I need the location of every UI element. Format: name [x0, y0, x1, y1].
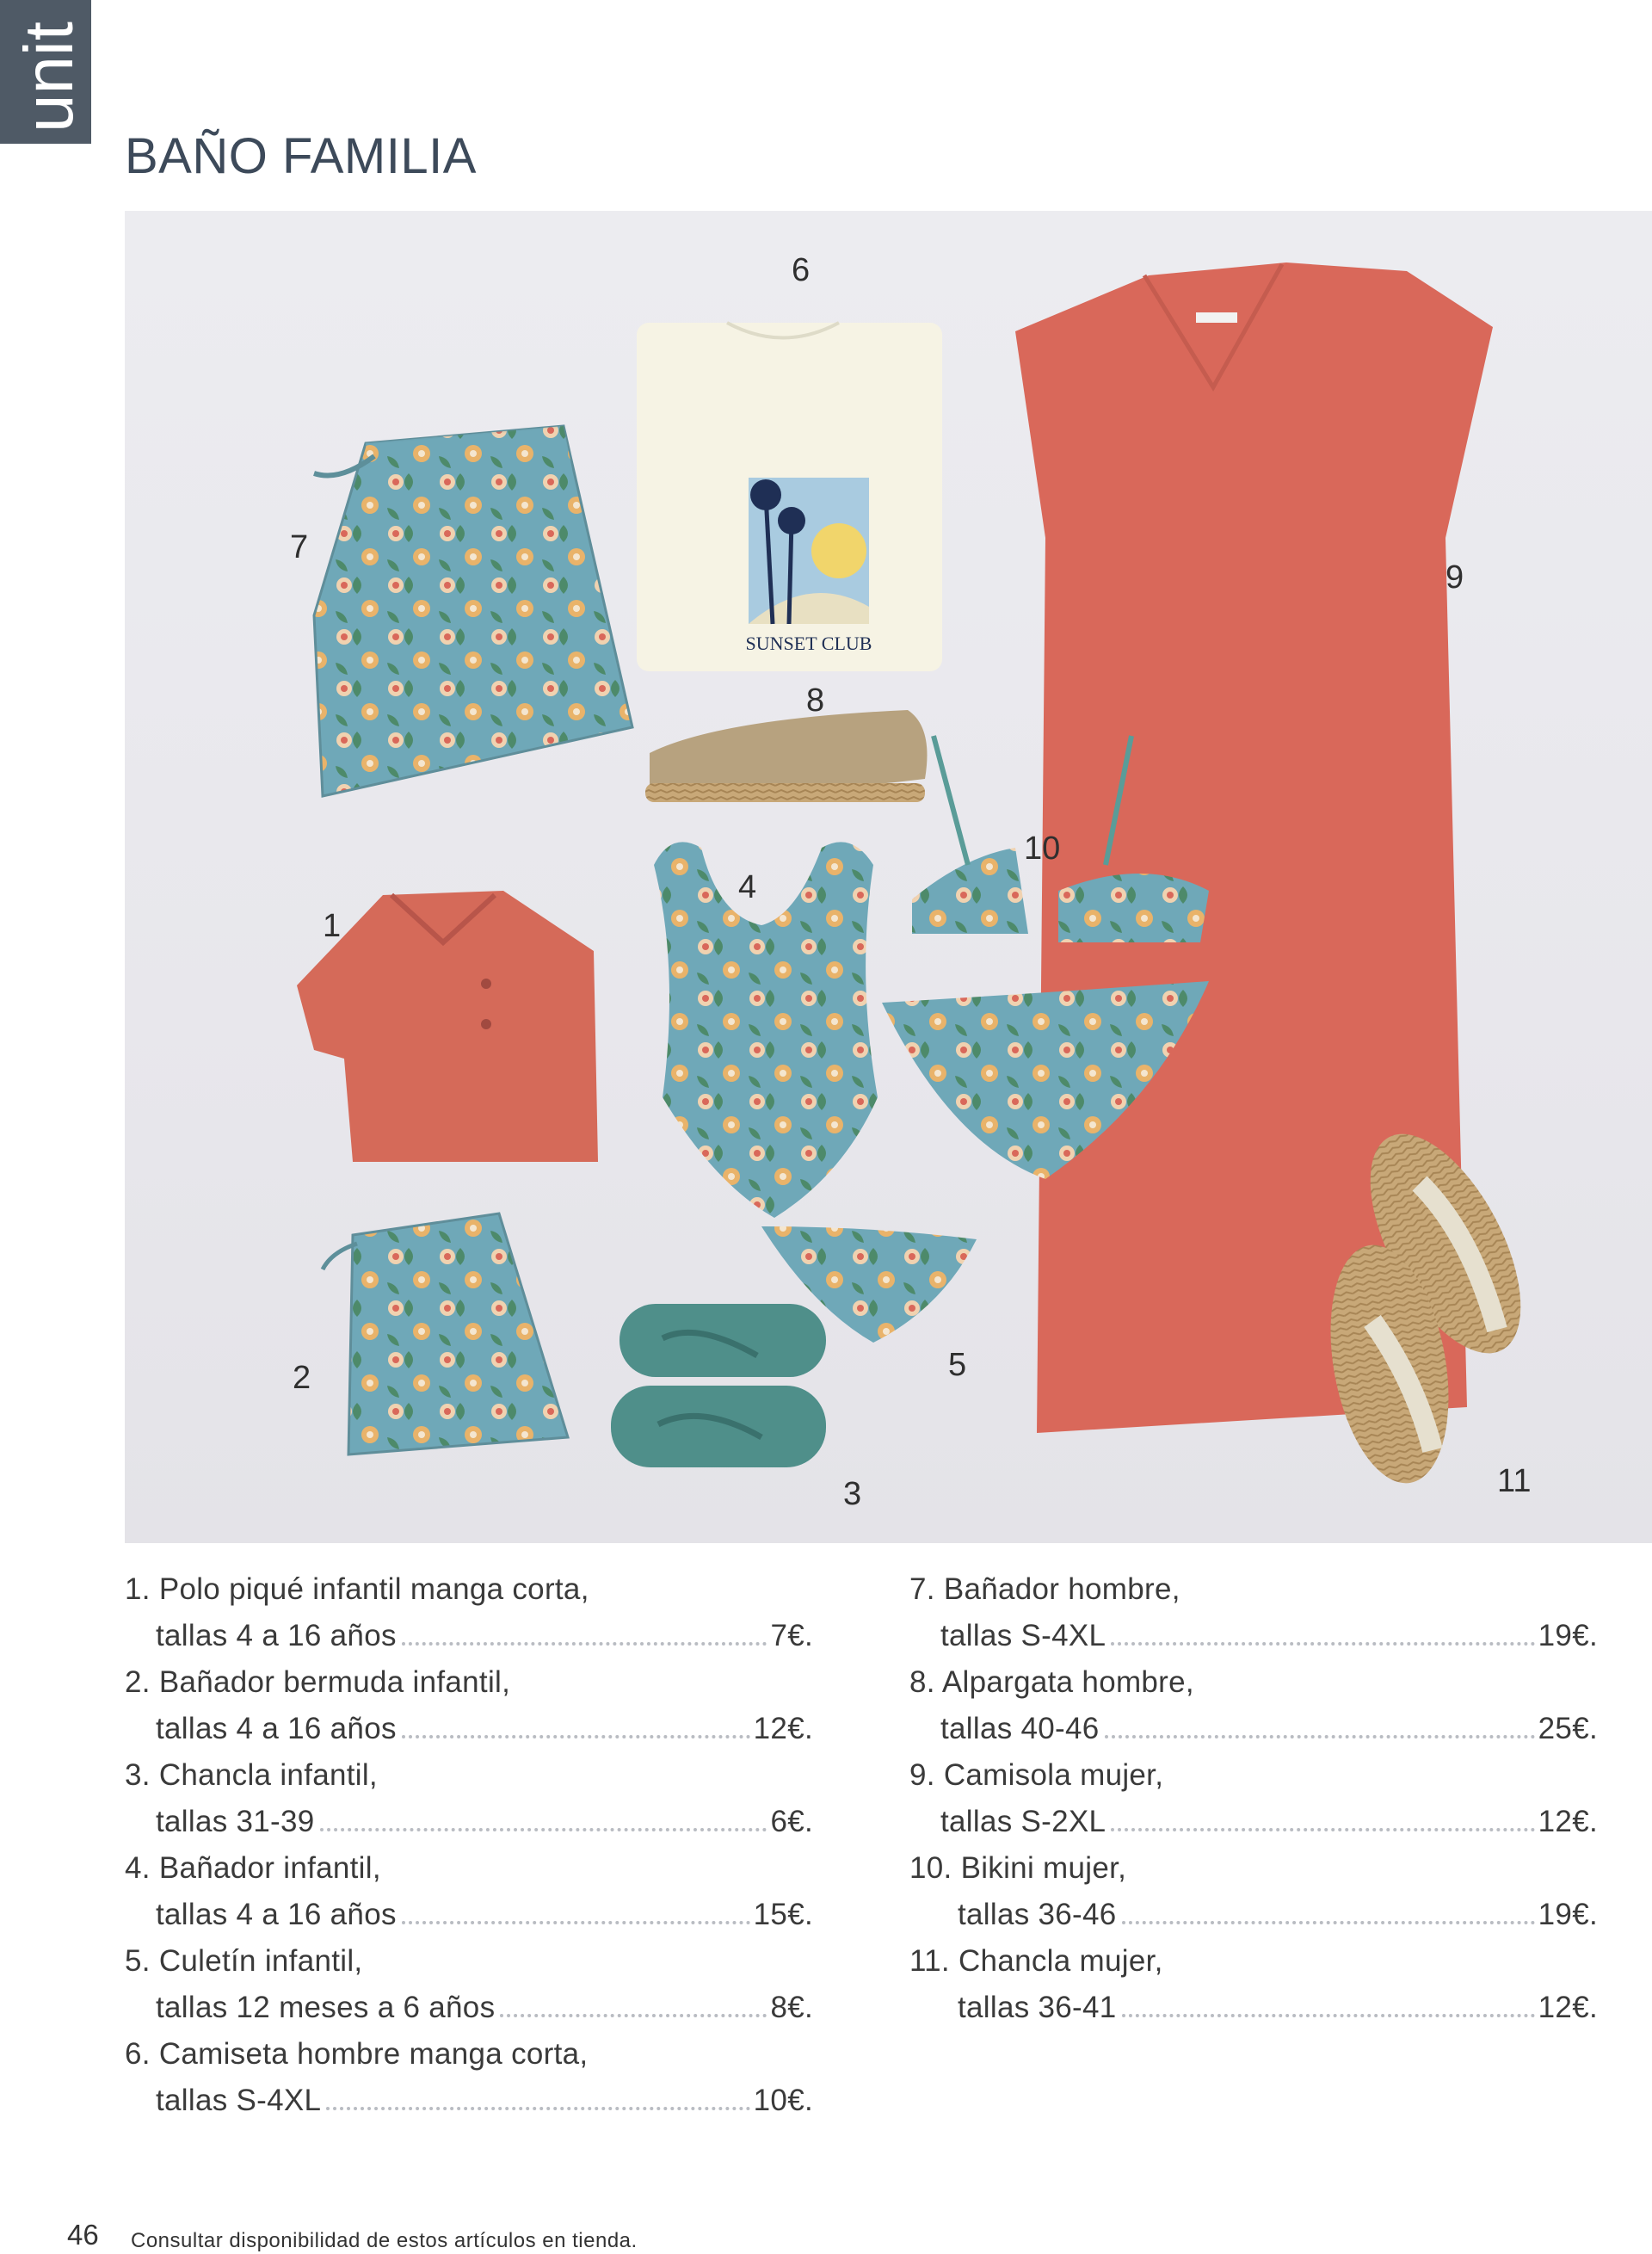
product-photo	[125, 211, 1652, 1543]
item-sizes: tallas 40-46	[940, 1712, 1100, 1745]
item-sizes: tallas 4 a 16 años	[156, 1712, 397, 1745]
dot-leader	[402, 1735, 750, 1738]
tshirt-print-text: SUNSET CLUB	[745, 633, 872, 654]
photo-number-1: 1	[323, 908, 342, 944]
photo-number-7: 7	[290, 529, 309, 565]
list-item	[125, 1845, 813, 1938]
list-item	[909, 1752, 1598, 1845]
item-sizes: tallas S-4XL	[156, 2084, 322, 2117]
photo-number-9: 9	[1446, 559, 1464, 596]
kids-swim-shorts	[323, 1213, 568, 1454]
photo-number-2: 2	[293, 1360, 311, 1396]
photo-number-3: 3	[843, 1476, 862, 1512]
item-name: 2. Bañador bermuda infantil,	[125, 1665, 511, 1699]
item-name: 1. Polo piqué infantil manga corta,	[125, 1572, 589, 1606]
list-item	[125, 1938, 813, 2031]
page-number: 46	[67, 2219, 99, 2251]
item-sizes: tallas 36-46	[958, 1898, 1117, 1931]
item-sizes: tallas 36-41	[958, 1991, 1117, 2024]
list-item	[125, 1752, 813, 1845]
dot-leader	[1122, 1921, 1535, 1924]
dot-leader	[1111, 1828, 1534, 1831]
list-item	[909, 1938, 1598, 2031]
list-item	[909, 1566, 1598, 1659]
item-name: 4. Bañador infantil,	[125, 1851, 381, 1885]
item-price: 12€.	[1538, 1805, 1598, 1838]
dot-leader	[1111, 1642, 1534, 1646]
item-sizes: tallas 4 a 16 años	[156, 1619, 397, 1652]
mens-espadrille	[645, 710, 928, 802]
item-name: 7. Bañador hombre,	[909, 1572, 1180, 1606]
photo-number-11: 11	[1497, 1463, 1532, 1499]
photo-number-10: 10	[1024, 831, 1061, 867]
list-item	[125, 1566, 813, 1659]
item-price: 8€.	[770, 1991, 813, 2024]
item-name: 10. Bikini mujer,	[909, 1851, 1127, 1885]
logo-text: unit	[10, 22, 87, 133]
item-sizes: tallas 31-39	[156, 1805, 315, 1838]
item-price: 7€.	[770, 1619, 813, 1652]
item-name: 6. Camiseta hombre manga corta,	[125, 2037, 589, 2071]
dot-leader	[1122, 2014, 1535, 2017]
kids-polo	[297, 891, 598, 1162]
item-price: 19€.	[1538, 1619, 1598, 1652]
photo-number-4: 4	[738, 869, 757, 905]
kids-swimsuit	[654, 842, 878, 1218]
mens-tshirt	[637, 323, 942, 671]
item-price: 12€.	[753, 1712, 813, 1745]
item-price: 10€.	[753, 2084, 813, 2117]
dot-leader	[326, 2107, 749, 2110]
item-price: 25€.	[1538, 1712, 1598, 1745]
availability-note: Consultar disponibilidad de estos artículos en tienda.	[131, 2229, 638, 2252]
item-sizes: tallas S-4XL	[940, 1619, 1106, 1652]
item-name: 5. Culetín infantil,	[125, 1944, 363, 1978]
kids-flip-flops	[611, 1304, 826, 1467]
item-price: 15€.	[753, 1898, 813, 1931]
item-name: 9. Camisola mujer,	[909, 1758, 1164, 1792]
dot-leader	[1105, 1735, 1535, 1738]
list-item	[125, 2031, 813, 2124]
unit-logo	[3, 12, 89, 133]
item-name: 8. Alpargata hombre,	[909, 1665, 1194, 1699]
item-name: 3. Chancla infantil,	[125, 1758, 378, 1792]
list-item	[125, 1659, 813, 1752]
mens-swim-shorts	[314, 426, 632, 796]
dot-leader	[402, 1642, 767, 1646]
item-price: 19€.	[1538, 1898, 1598, 1931]
dot-leader	[402, 1921, 750, 1924]
item-price: 12€.	[1538, 1991, 1598, 2024]
list-item	[909, 1659, 1598, 1752]
product-illustration	[125, 211, 1652, 1543]
item-sizes: tallas 12 meses a 6 años	[156, 1991, 496, 2024]
product-list-right	[909, 1566, 1598, 2031]
dot-leader	[500, 2014, 767, 2017]
item-sizes: tallas S-2XL	[940, 1805, 1106, 1838]
item-name: 11. Chancla mujer,	[909, 1944, 1163, 1978]
page-title: BAÑO FAMILIA	[125, 128, 477, 184]
brand-tab	[0, 0, 91, 144]
photo-number-8: 8	[806, 682, 825, 719]
item-sizes: tallas 4 a 16 años	[156, 1898, 397, 1931]
photo-number-6: 6	[792, 252, 811, 288]
dot-leader	[320, 1828, 767, 1831]
photo-number-5: 5	[948, 1347, 967, 1383]
list-item	[909, 1845, 1598, 1938]
item-price: 6€.	[770, 1805, 813, 1838]
product-list-left	[125, 1566, 813, 2124]
